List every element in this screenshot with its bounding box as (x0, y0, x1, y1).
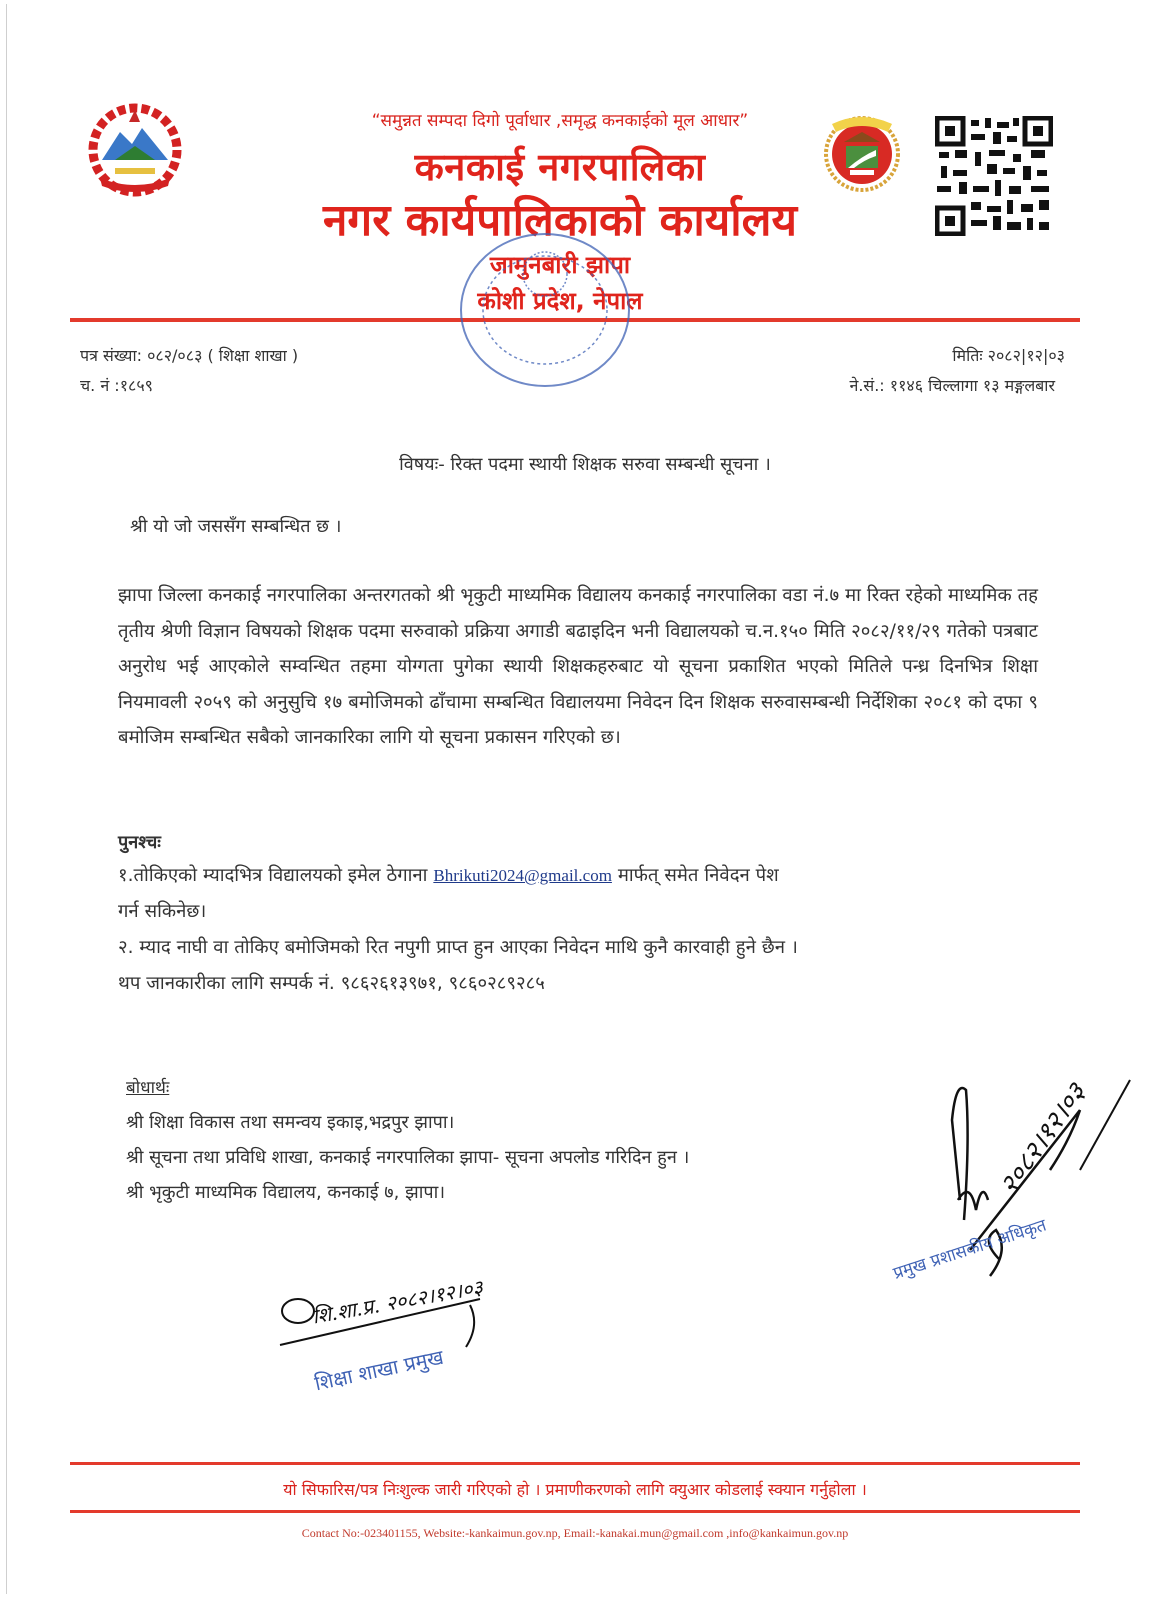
email-link[interactable]: Bhrikuti2024@gmail.com (433, 866, 612, 885)
cc-item: श्री सूचना तथा प्रविधि शाखा, कनकाई नगरपालिका झापा- सूचना अपलोड गरिदिन हुन । (126, 1147, 690, 1168)
nepal-sambat-date: ने.सं.: ११४६ चिल्लागा १३ मङ्गलबार (849, 376, 1055, 395)
postscript-item-2: २. म्याद नाघी वा तोकिए बमोजिमको रित नपुगी प्राप्त हुन आएका निवेदन माथि कुनै कारवाही हुने छैन । (118, 937, 798, 958)
footer-divider-bottom (70, 1510, 1080, 1513)
postscript-item-1-text-after: मार्फत् समेत निवेदन पेश (617, 865, 779, 886)
office-seal-stamp (455, 228, 635, 393)
body-paragraph: झापा जिल्ला कनकाई नगरपालिका अन्तरगतको श्री भृकुटी माध्यमिक विद्यालय कनकाई नगरपालिका वडा नं.७ मा रिक्त रहेको माध्यमिक तह तृतीय श्रेणी विज्ञान विषयको शिक्षक पदमा सरुवाको प्रक्रिया अगाडी बढाइदिन भनी विद्यालयको च.न.१५० मिति २०८२/११/२९ गतेको पत्रबाट अनुरोध भई आएकोले सम्वन्धित तहमा योग्गता पुगेका स्थायी शिक्षकहरुबाट यो सूचना प्रकाशित भएको मितिले पन्ध्र दिनभित्र शिक्षा नियमावली २०५९ को अनुसुचि १७ बमोजिमको ढाँचामा सम्बन्धित विद्यालयमा निवेदन दिन शिक्षक सरुवासम्बन्धी निर्देशिका २०८१ को दफा ९ बमोजिम सम्बन्धित सबैको जानकारिका लागि यो सूचना प्रकासन गरिएको छ। (118, 585, 1038, 748)
cc-item: श्री शिक्षा विकास तथा समन्वय इकाइ,भद्रपुर झापा। (126, 1112, 455, 1133)
footer-divider-top (70, 1462, 1080, 1465)
nepal-government-emblem-icon (80, 100, 190, 200)
qr-code-icon[interactable] (935, 116, 1053, 236)
letter-number: पत्र संख्या: ०८२/०८३ ( शिक्षा शाखा ) (80, 346, 299, 365)
right-signature-date: २०८२।१२।०३ (994, 1078, 1093, 1201)
subject-line: विषयः- रिक्त पदमा स्थायी शिक्षक सरुवा सम्बन्धी सूचना । (399, 454, 771, 475)
postscript-item-1 (118, 862, 779, 887)
cc-heading: बोधार्थः (126, 1078, 170, 1098)
municipality-name: कनकाई नगरपालिका (414, 145, 706, 189)
footer-contact: Contact No:-023401155, Website:-kankaimun.gov.np, Email:-kanakai.mun@gmail.com ,info@kankaimun.gov.np (301, 1526, 849, 1540)
postscript-item-1-continued: गर्न सकिनेछ। (118, 901, 207, 922)
postscript-item-1-text: १.तोकिएको म्यादभित्र विद्यालयको इमेल ठेगाना (118, 865, 428, 886)
cc-item: श्री भृकुटी माध्यमिक विद्यालय, कनकाई ७, झापा। (126, 1182, 446, 1203)
dispatch-number: च. नं :१८५९ (80, 376, 153, 395)
kankai-municipality-logo-icon (822, 108, 902, 192)
address-line-2: कोशी प्रदेश, नेपाल (477, 287, 643, 315)
letter-date: मितिः २०८२|१२|०३ (952, 346, 1065, 365)
office-name: नगर कार्यपालिकाको कार्यालय (323, 195, 797, 246)
left-signature-text: शि.शा.प्र. २०८२।१२।०३ (310, 1274, 485, 1329)
contact-numbers: थप जानकारीका लागि सम्पर्क नं. ९८६२६१३९७१, ९८६०२८९२८५ (118, 973, 545, 994)
salutation: श्री यो जो जससँग सम्बन्धित छ । (130, 516, 342, 537)
footer-note: यो सिफारिस/पत्र निःशुल्क जारी गरिएको हो । प्रमाणीकरणको लागि क्युआर कोडलाई स्क्यान गर्नुहोला । (283, 1480, 867, 1499)
motto: “समुन्नत सम्पदा दिगो पूर्वाधार ,समृद्ध कनकाईको मूल आधार” (371, 111, 749, 131)
chief-administrative-officer-stamp: प्रमुख प्रशासकीय अधिकृत (890, 1215, 1049, 1284)
postscript-heading: पुनश्चः (118, 832, 161, 853)
education-section-chief-stamp: शिक्षा शाखा प्रमुख (312, 1344, 446, 1396)
address-line-1: जामुनबारी झापा (489, 251, 631, 279)
